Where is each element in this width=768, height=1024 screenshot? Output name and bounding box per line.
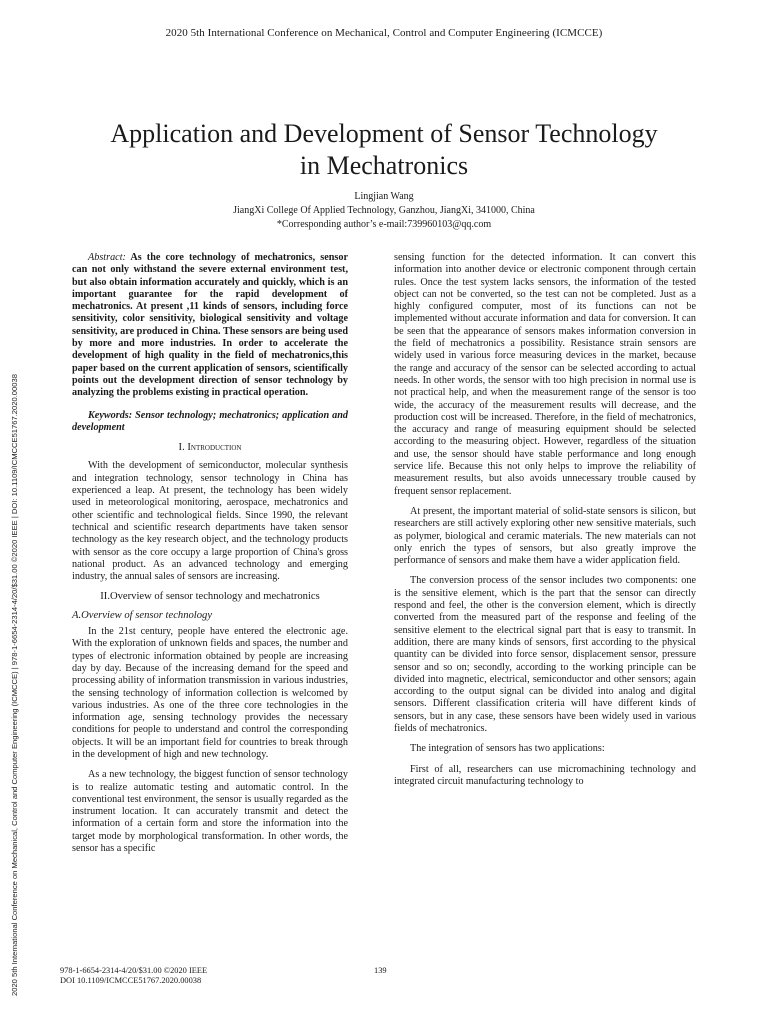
abstract bbox=[72, 252, 348, 400]
paragraph-electronic-age: In the 21st century, people have entered the electronic age. With the exploration of unknown fields and spaces, the number and types of electronic information obtained by people are increasing day by day. Because of the increasing demand for the speed and processing ability of information transmission in various industries, the sensing technology of information collection is welcomed by various industries. As one of the three core technologies in the information age, sensing technology provides the necessary conditions for people to understand and control the corresponding objects. It will be an important field for countries to break through in the development of high and new technology. bbox=[72, 626, 348, 760]
paragraph-micromachining: First of all, researchers can use micromachining technology and integrated circuit manufacturing technology to bbox=[394, 763, 696, 787]
conference-header: 2020 5th International Conference on Mechanical, Control and Computer Engineering (ICMCCE) bbox=[165, 27, 603, 39]
keywords-lead: Keywords: bbox=[88, 409, 133, 421]
author-affiliation: JiangXi College Of Applied Technology, Ganzhou, JiangXi, 341000, China bbox=[233, 205, 535, 216]
page-number: 139 bbox=[374, 966, 387, 975]
corresponding-email: *Corresponding author’s e-mail:739960103@qq.com bbox=[276, 219, 492, 230]
paragraph-sensing-function: sensing function for the detected information. It can convert this information into another device or electronic component through certain rules. Once the test system lacks sensors, the information of the tested object can not be converted, so the test can not be completed. Just as a highly configured computer, most of its functions can not be implemented without accurate information and data for conversion. It can be seen that the appearance of sensors makes information conversion in the field of mechatronics a possibility. Resistance strain sensors are widely used in various force measuring devices in the market, because the range and accuracy of the sensor can be selected according to actual needs. In other words, the sensor with too high precision in normal use is not practical help, and when the measurement range of the sensor is too wide, the accuracy of the measurement results will decrease, and the production cost will be increased. Therefore, in the field of mechatronics, the accuracy and range of measuring equipment should be selected according to the measuring object. However, regardless of the situation and use, the sensor should have stable performance and long enough service life. Because this not only helps to improve the reliability of measurement results, but also avoids unnecessary trouble caused by frequent sensor replacement. bbox=[394, 252, 696, 497]
side-banner-doi: 2020 5th International Conference on Mechanical, Control and Computer Engineering (ICMCCE) | 978-1-6654-2314-4/20/$31.00 ©2020 IEEE | DOI: 10.1109/ICMCCE51767.2020.00038 bbox=[10, 374, 19, 996]
abstract-lead: Abstract: bbox=[88, 252, 126, 263]
subsection-heading-sensor-overview: A.Overview of sensor technology bbox=[72, 609, 213, 621]
paragraph-introduction: With the development of semiconductor, molecular synthesis and integration technology, sensor technology in China has experienced a leap. At present, the technology has been widely used in meteorological monitoring, aerospace, mechatronics and other scientific and technological fields. Since 1990, the relevant technical and scientific research departments have taken sensor technology as the key research object, and the technology products with sensor as the core occupy a large proportion of China's gross national product. As an advanced technology and emerging industry, the annual sales of sensors are increasing. bbox=[72, 460, 348, 583]
section-heading-introduction: I. Introduction bbox=[178, 442, 242, 454]
paragraph-new-technology: As a new technology, the biggest function of sensor technology is to realize automatic testing and automatic control. In the conventional test environment, the sensor is usually regarded as the instrument location. It can accurately transmit and detect the information of a certain form and store the information into the target mode by morphological transformation. In other words, the sensor has a specific bbox=[72, 769, 348, 855]
title-line-1: Application and Development of Sensor Technology bbox=[110, 119, 658, 148]
author-block bbox=[0, 190, 768, 232]
paper-title bbox=[40, 118, 728, 182]
left-column bbox=[72, 252, 348, 863]
keywords-text: Sensor technology; mechatronics; application and development bbox=[72, 409, 348, 433]
keywords bbox=[72, 410, 348, 435]
paragraph-materials: At present, the important material of solid-state sensors is silicon, but researchers are still actively exploring other new sensitive materials, such as polymer, biological and ceramic materials. The new materials can not only enrich the types of sensors, but also greatly improve the performance of sensors and make them have a wider application field. bbox=[394, 505, 696, 567]
footer-doi: DOI 10.1109/ICMCCE51767.2020.00038 bbox=[60, 976, 202, 986]
paragraph-integration: The integration of sensors has two applications: bbox=[410, 743, 605, 755]
paragraph-conversion-process: The conversion process of the sensor includes two components: one is the sensitive element, which is the part that the sensor can directly respond and feel, the other is the conversion element, which is directly converted from the measured part of the response and feeling of the sensitive element to the electrical signal part that is easy to transmit. In addition, there are many kinds of sensors, first according to the physical quantity can be divided into force sensor, displacement sensor, pressure sensor and so on; secondly, according to the working principle can be divided into magnetic, electrical, semiconductor and other sensors; again according to the output signal can be divided into analog and digital sensors. Different classification criteria will have different kinds of sensors, but in any case, these sensors have been widely used in various fields of mechatronics. bbox=[394, 575, 696, 734]
right-column bbox=[394, 252, 696, 796]
section-heading-overview: II.Overview of sensor technology and mechatronics bbox=[100, 591, 320, 603]
title-line-2: in Mechatronics bbox=[299, 151, 469, 180]
abstract-text: As the core technology of mechatronics, sensor can not only withstand the severe external environment test, but also obtain information accurately and quickly, which is an important guarantee for the rapid development of mechatronics. At present ,11 kinds of sensors, including force sensitivity, color sensitivity, biological sensitivity and voltage sensitivity, are produced in China. These sensors are being used by more and more industries. In order to accelerate the development of high quality in the field of mechatronics,this paper based on the current application of sensors, scientifically points out the development direction of sensor technology by analyzing the problems existing in practical operation. bbox=[72, 252, 348, 399]
author-name: Lingjian Wang bbox=[354, 191, 414, 202]
footer-copyright bbox=[60, 966, 207, 987]
footer-isbn: 978-1-6654-2314-4/20/$31.00 ©2020 IEEE bbox=[60, 966, 208, 975]
